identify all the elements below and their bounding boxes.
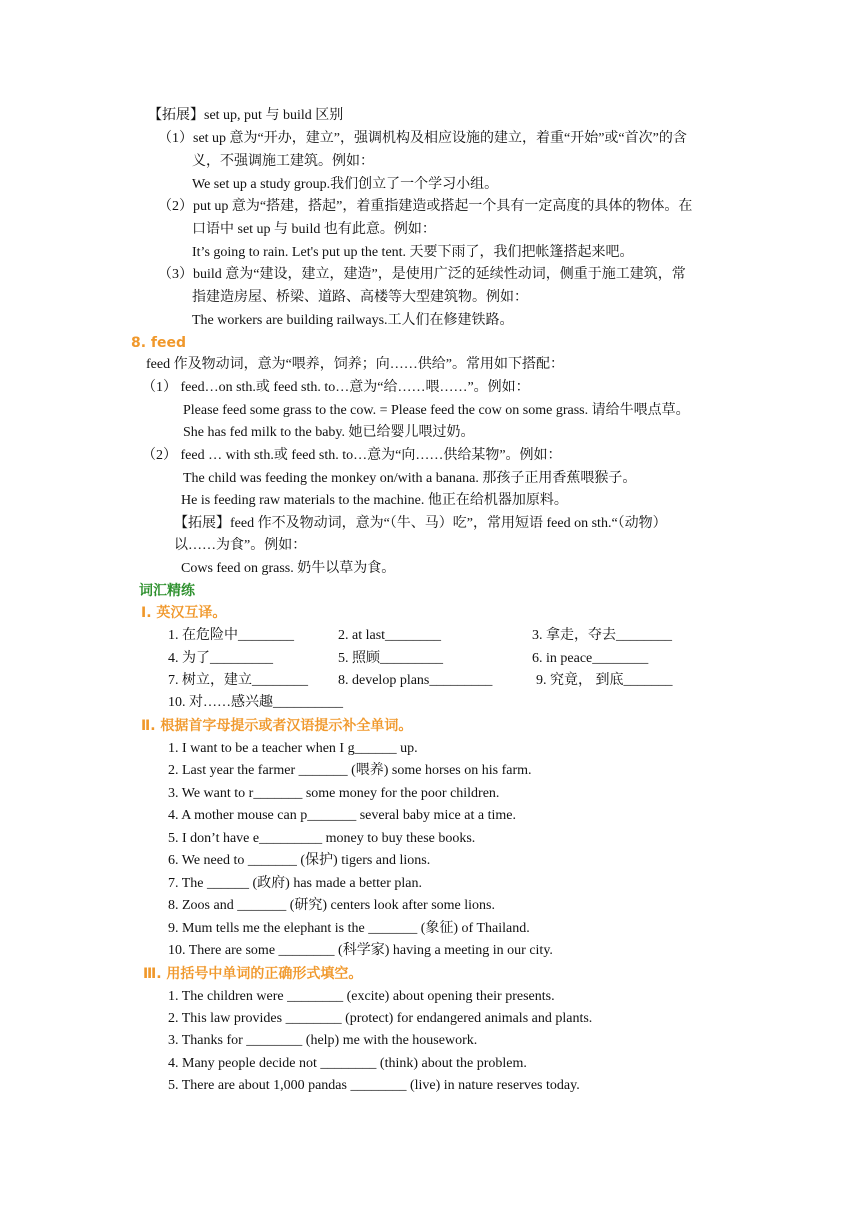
part-2-item-4: 4. A mother mouse can p_______ several baby mice at a time. bbox=[168, 808, 516, 823]
translation-item-8: 8. develop plans_________ bbox=[338, 673, 493, 688]
feed-extension-example: Cows feed on grass. 奶牛以草为食。 bbox=[181, 561, 396, 576]
practice-heading: 词汇精练 bbox=[139, 583, 195, 599]
part-1-heading: Ⅰ. 英汉互译。 bbox=[141, 605, 227, 621]
extension-item-3-line-1: （3）build 意为“建设，建立，建造”，是使用广泛的延续性动词，侧重于施工建筑，常 bbox=[158, 267, 686, 282]
part-3-item-4: 4. Many people decide not ________ (think) about the problem. bbox=[168, 1056, 527, 1071]
part-2-item-5: 5. I don’t have e_________ money to buy these books. bbox=[168, 831, 476, 846]
part-2-item-7: 7. The ______ (政府) has made a better plan. bbox=[168, 876, 423, 891]
translation-item-6: 6. in peace________ bbox=[532, 651, 649, 666]
translation-item-10: 10. 对……感兴趣__________ bbox=[168, 695, 343, 710]
part-2-item-6: 6. We need to _______ (保护) tigers and lions. bbox=[168, 853, 431, 868]
part-2-item-3: 3. We want to r_______ some money for the poor children. bbox=[168, 786, 500, 801]
feed-heading: 8. feed bbox=[131, 335, 187, 351]
part-3-item-3: 3. Thanks for ________ (help) me with the housework. bbox=[168, 1033, 478, 1048]
extension-item-3-line-2: 指建造房屋、桥梁、道路、高楼等大型建筑物。例如： bbox=[192, 290, 528, 305]
extension-item-1-line-2: 义，不强调施工建筑。例如： bbox=[192, 154, 374, 169]
part-3-heading: Ⅲ. 用括号中单词的正确形式填空。 bbox=[143, 966, 363, 982]
part-2-item-8: 8. Zoos and _______ (研究) centers look after some lions. bbox=[168, 898, 495, 913]
feed-intro: feed 作及物动词，意为“喂养，饲养；向……供给”。常用如下搭配： bbox=[146, 357, 565, 372]
feed-item-2-example-2: He is feeding raw materials to the machine. 他正在给机器加原料。 bbox=[181, 493, 568, 508]
translation-item-5: 5. 照顾_________ bbox=[338, 651, 443, 666]
feed-item-2-example-1: The child was feeding the monkey on/with a banana. 那孩子正用香蕉喂猴子。 bbox=[183, 471, 637, 486]
feed-item-1-example-1: Please feed some grass to the cow. = Please feed the cow on some grass. 请给牛喂点草。 bbox=[183, 403, 690, 418]
part-2-item-10: 10. There are some ________ (科学家) having a meeting in our city. bbox=[168, 943, 553, 958]
feed-extension-line-1: 【拓展】feed 作不及物动词，意为“（牛、马）吃”，常用短语 feed on sth.“（动物） bbox=[174, 516, 667, 531]
part-3-item-2: 2. This law provides ________ (protect) for endangered animals and plants. bbox=[168, 1011, 593, 1026]
extension-item-1-example: We set up a study group.我们创立了一个学习小组。 bbox=[192, 177, 499, 192]
extension-title: 【拓展】set up, put 与 build 区别 bbox=[148, 108, 344, 123]
translation-item-7: 7. 树立，建立________ bbox=[168, 673, 308, 688]
translation-item-4: 4. 为了_________ bbox=[168, 651, 273, 666]
part-2-item-9: 9. Mum tells me the elephant is the _______ (象征) of Thailand. bbox=[168, 921, 530, 936]
part-3-item-5: 5. There are about 1,000 pandas ________ (live) in nature reserves today. bbox=[168, 1078, 580, 1093]
part-2-heading: Ⅱ. 根据首字母提示或者汉语提示补全单词。 bbox=[141, 718, 413, 734]
translation-item-9: 9. 究竟， 到底_______ bbox=[536, 673, 673, 688]
translation-item-1: 1. 在危险中________ bbox=[168, 628, 294, 643]
translation-item-3: 3. 拿走，夺去________ bbox=[532, 628, 672, 643]
part-3-item-1: 1. The children were ________ (excite) about opening their presents. bbox=[168, 989, 555, 1004]
feed-item-1: （1） feed…on sth.或 feed sth. to…意为“给……喂……”。例如： bbox=[142, 380, 530, 395]
extension-item-2-example: It’s going to rain. Let's put up the tent. 天要下雨了，我们把帐篷搭起来吧。 bbox=[192, 245, 634, 260]
extension-item-3-example: The workers are building railways.工人们在修建铁路。 bbox=[192, 313, 514, 328]
feed-item-2: （2） feed … with sth.或 feed sth. to…意为“向……供给某物”。例如： bbox=[142, 448, 562, 463]
extension-item-2-line-2: 口语中 set up 与 build 也有此意。例如： bbox=[192, 222, 436, 237]
feed-item-1-example-2: She has fed milk to the baby. 她已给婴儿喂过奶。 bbox=[183, 425, 475, 440]
part-2-item-2: 2. Last year the farmer _______ (喂养) some horses on his farm. bbox=[168, 763, 532, 778]
feed-extension-line-2: 以……为食”。例如： bbox=[174, 538, 307, 553]
part-2-item-1: 1. I want to be a teacher when I g______ up. bbox=[168, 741, 418, 756]
extension-item-1-line-1: （1）set up 意为“开办，建立”，强调机构及相应设施的建立，着重“开始”或“首次”的含 bbox=[158, 131, 687, 146]
extension-item-2-line-1: （2）put up 意为“搭建，搭起”，着重指建造或搭起一个具有一定高度的具体的物体。在 bbox=[158, 199, 693, 214]
translation-item-2: 2. at last________ bbox=[338, 628, 442, 643]
